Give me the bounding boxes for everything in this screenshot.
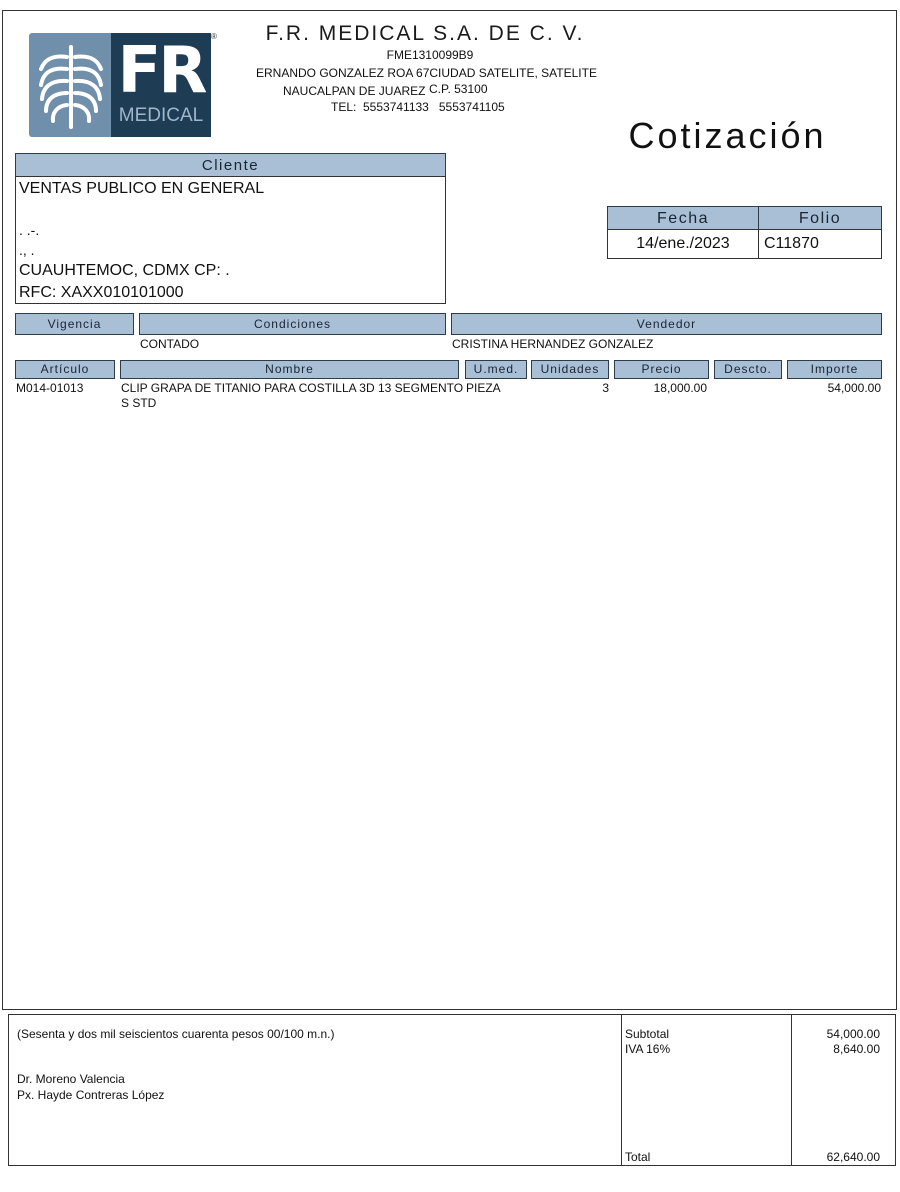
col-nombre-header: Nombre <box>120 360 459 379</box>
folio-header: Folio <box>758 206 882 230</box>
company-logo <box>29 33 211 137</box>
item-precio: 18,000.00 <box>653 381 707 395</box>
doctor-name: Dr. Moreno Valencia <box>17 1072 125 1086</box>
col-articulo-header: Artículo <box>15 360 115 379</box>
folio-value-cell <box>758 229 882 259</box>
condiciones-header: Condiciones <box>139 313 446 335</box>
vigencia-header: Vigencia <box>15 313 134 335</box>
col-unidades-header: Unidades <box>531 360 609 379</box>
company-name: F.R. MEDICAL S.A. DE C. V. <box>265 22 585 45</box>
patient-name: Px. Hayde Contreras López <box>17 1088 165 1102</box>
client-line3: ., . <box>19 242 35 258</box>
fecha-value-cell <box>607 229 759 259</box>
registered-mark: ® <box>211 32 217 41</box>
company-address: ERNANDO GONZALEZ ROA 67CIUDAD SATELITE, SATELITE <box>256 66 597 80</box>
vendedor-value: CRISTINA HERNANDEZ GONZALEZ <box>452 337 654 351</box>
company-rfc: FME1310099B9 <box>386 48 474 62</box>
col-importe-header: Importe <box>787 360 882 379</box>
client-city: CUAUHTEMOC, CDMX CP: . <box>19 262 230 279</box>
company-city: NAUCALPAN DE JUAREZ <box>283 84 426 98</box>
client-line2: . .-. <box>19 222 40 238</box>
client-header: Cliente <box>15 153 446 177</box>
document-title: Cotización <box>628 115 827 156</box>
fecha-value: 14/ene./2023 <box>636 235 730 252</box>
iva-label: IVA 16% <box>625 1042 671 1056</box>
condiciones-value: CONTADO <box>140 337 200 351</box>
fecha-header: Fecha <box>607 206 759 230</box>
company-cp: C.P. 53100 <box>429 82 488 96</box>
amount-in-words: (Sesenta y dos mil seiscientos cuarenta pesos 00/100 m.n.) <box>17 1027 335 1041</box>
item-nombre-line1: CLIP GRAPA DE TITANIO PARA COSTILLA 3D 13 SEGMENTO <box>121 381 464 395</box>
subtotal-label: Subtotal <box>625 1027 670 1041</box>
item-articulo: M014-01013 <box>16 381 84 395</box>
vendedor-header: Vendedor <box>451 313 882 335</box>
client-rfc: RFC: XAXX010101000 <box>19 284 184 301</box>
folio-value: C11870 <box>764 235 819 252</box>
total-value: 62,640.00 <box>826 1150 880 1164</box>
iva-value: 8,640.00 <box>833 1042 880 1056</box>
col-precio-header: Precio <box>614 360 709 379</box>
company-phones: TEL: 5553741133 5553741105 <box>331 100 505 114</box>
col-descto-header: Descto. <box>714 360 782 379</box>
item-umed: PIEZA <box>466 381 501 395</box>
item-nombre-line2: S STD <box>121 396 157 410</box>
col-umed-header: U.med. <box>465 360 527 379</box>
item-importe: 54,000.00 <box>827 381 881 395</box>
item-unidades: 3 <box>602 381 609 395</box>
subtotal-value: 54,000.00 <box>826 1027 880 1041</box>
client-name: VENTAS PUBLICO EN GENERAL <box>19 180 265 197</box>
logo-subtext: MEDICAL <box>118 105 204 126</box>
total-label: Total <box>625 1150 651 1164</box>
logo-text: FR <box>117 34 205 108</box>
client-box <box>15 176 446 304</box>
footer-divider-1 <box>621 1014 622 1166</box>
